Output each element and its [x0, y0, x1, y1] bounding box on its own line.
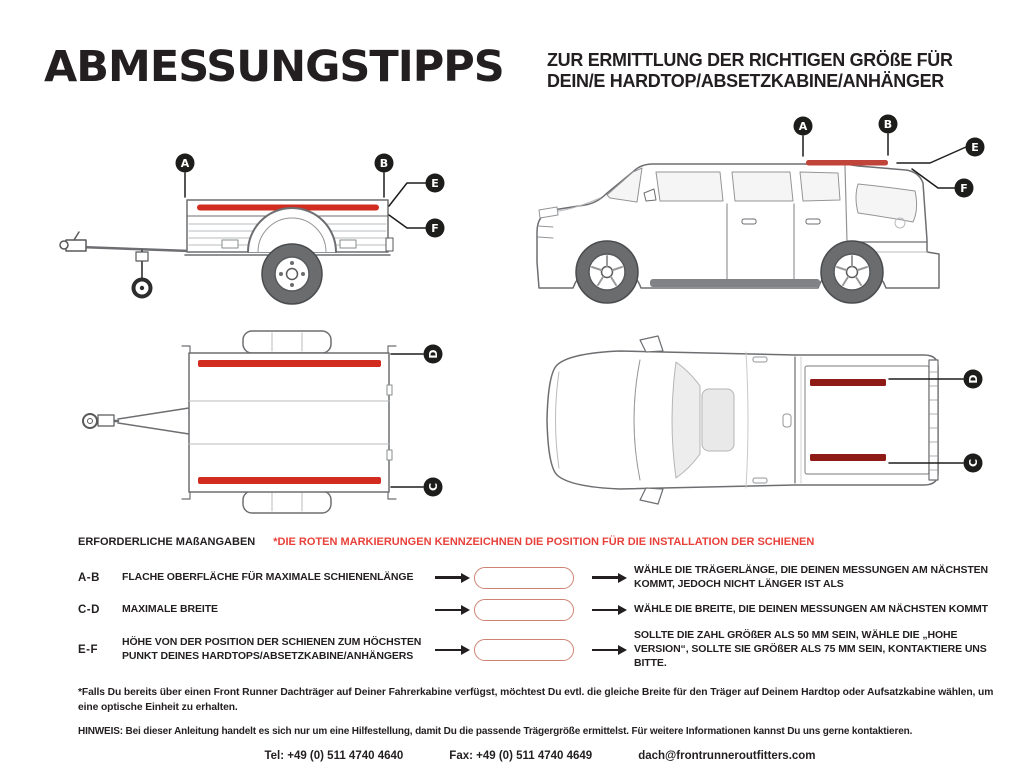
- measure-result-ef: SOLLTE DIE ZAHL GRÖßER ALS 50 MM SEIN, WÄHLE DIE „HOHE VERSION“, SOLLTE SIE GRÖßER ALS 75 MM SEIN, KONTAKTIERE UNS BITTE.: [634, 629, 987, 669]
- contact-tel: Tel: +49 (0) 511 4740 4640: [264, 750, 404, 763]
- truck-side-view: [537, 115, 985, 304]
- label-e-text: E: [971, 141, 979, 154]
- measure-row-ab: [78, 560, 1002, 595]
- label-b-text: B: [379, 157, 389, 170]
- leader-line: [897, 147, 966, 163]
- arrow-right-icon: [592, 609, 618, 611]
- measure-desc-ab: FLACHE OBERFLÄCHE FÜR MAXIMALE SCHIENENLÄNGE: [122, 570, 414, 583]
- measure-row-cd: [78, 595, 1002, 625]
- side-mirror-bottom: [640, 488, 663, 504]
- measurements-section: [78, 536, 1002, 762]
- trailer-hitch-top: [83, 414, 97, 428]
- label-b-text: B: [883, 118, 893, 131]
- trailer-wheel-bottom: [243, 491, 331, 513]
- contact-line: [78, 750, 1002, 762]
- measurement-value-field-ef: [474, 639, 574, 661]
- truck-rear-window: [732, 172, 793, 201]
- measure-desc-ef: HÖHE VON DER POSITION DER SCHIENEN ZUM HÖCHSTEN PUNKT DEINES HARDTOPS/ABSETZKABINE/ANHÄNGERS: [122, 636, 422, 662]
- trailer-drawbar: [80, 247, 190, 251]
- label-e-text: E: [431, 177, 439, 190]
- door-handle: [753, 478, 767, 483]
- tailgate: [929, 360, 938, 480]
- label-c-text: C: [967, 458, 980, 468]
- measurements-heading: ERFORDERLICHE MAßANGABEN: [78, 536, 256, 548]
- label-d-text: D: [967, 374, 980, 384]
- leader-line: [389, 183, 426, 206]
- trailer-box-top: [189, 353, 389, 492]
- side-mirror-top: [640, 336, 663, 352]
- label-f-text: F: [960, 182, 968, 195]
- measure-desc-cd: MAXIMALE BREITE: [122, 603, 218, 616]
- arrow-right-icon: [435, 576, 461, 578]
- trailer-top-view: [83, 331, 443, 513]
- label-f-text: F: [431, 222, 439, 235]
- page-title: ABMESSUNGSTIPPS: [44, 42, 504, 92]
- measure-code-cd: C-D: [78, 604, 100, 617]
- contact-fax: Fax: +49 (0) 511 4740 4649: [449, 750, 593, 763]
- truck-quarter-window: [800, 172, 840, 201]
- arrow-right-icon: [592, 576, 618, 578]
- measure-code-ab: A-B: [78, 571, 100, 584]
- label-d-text: D: [427, 349, 440, 359]
- arrow-right-icon: [435, 649, 461, 651]
- trailer-rear-light: [386, 238, 393, 251]
- rail-marking-trailer-top-1: [198, 360, 381, 367]
- arrow-right-icon: [592, 649, 618, 651]
- sunroof: [702, 389, 734, 451]
- measure-result-cd: WÄHLE DIE BREITE, DIE DEINEN MESSUNGEN AM NÄCHSTEN KOMMT: [634, 603, 988, 616]
- leader-line: [389, 215, 426, 228]
- door-handle: [753, 357, 767, 362]
- truck-front-window: [656, 172, 723, 201]
- hinweis-note: HINWEIS: Bei dieser Anleitung handelt es sich nur um eine Hilfestellung, damit Du die passende Trägergröße ermittelst. Für weitere Informationen kannst Du uns gerne kontaktieren.: [78, 726, 913, 738]
- label-c-text: C: [427, 482, 440, 492]
- label-a-text: A: [180, 157, 190, 170]
- measure-result-ab: WÄHLE DIE TRÄGERLÄNGE, DIE DEINEN MESSUNGEN AM NÄCHSTEN KOMMT, JEDOCH NICHT LÄNGER IST ALS: [634, 564, 989, 590]
- rail-marking-truck-top-1: [810, 379, 886, 386]
- truck-windshield: [607, 168, 642, 202]
- red-markings-note: *DIE ROTEN MARKIERUNGEN KENNZEICHNEN DIE POSITION FÜR DIE INSTALLATION DER SCHIENEN: [273, 536, 815, 548]
- measurement-value-field-cd: [474, 599, 574, 621]
- page-subtitle-line2: DEIN/E HARDTOP/ABSETZKABINE/ANHÄNGER: [547, 70, 944, 92]
- trailer-wheel-top: [243, 331, 331, 353]
- measurements-header: [78, 536, 1002, 548]
- measure-code-ef: E-F: [78, 643, 99, 656]
- page-subtitle-line1: ZUR ERMITTLUNG DER RICHTIGEN GRÖßE FÜR: [547, 49, 953, 70]
- contact-email: dach@frontrunneroutfitters.com: [638, 750, 816, 763]
- truck-top-view: [547, 336, 983, 504]
- asterisk-footnote: *Falls Du bereits über einen Front Runner Dachträger auf Deiner Fahrerkabine verfügst, möchtest Du evtl. die gleiche Breite für den Träger auf Deinem Hardtop oder Aufsatzkabine wählen, um eine optische Einheit zu erhalten.: [78, 687, 994, 714]
- arrow-right-icon: [435, 609, 461, 611]
- rail-marking-truck-top-2: [810, 454, 886, 461]
- running-board: [650, 279, 820, 287]
- measure-row-ef: [78, 625, 1002, 674]
- trailer-hitch: [66, 240, 86, 251]
- measurement-value-field-ab: [474, 567, 574, 589]
- rail-marking-trailer-top-2: [198, 477, 381, 484]
- trailer-side-view: [60, 154, 445, 305]
- label-a-text: A: [798, 120, 808, 133]
- rail-marking-truck-side: [806, 160, 888, 166]
